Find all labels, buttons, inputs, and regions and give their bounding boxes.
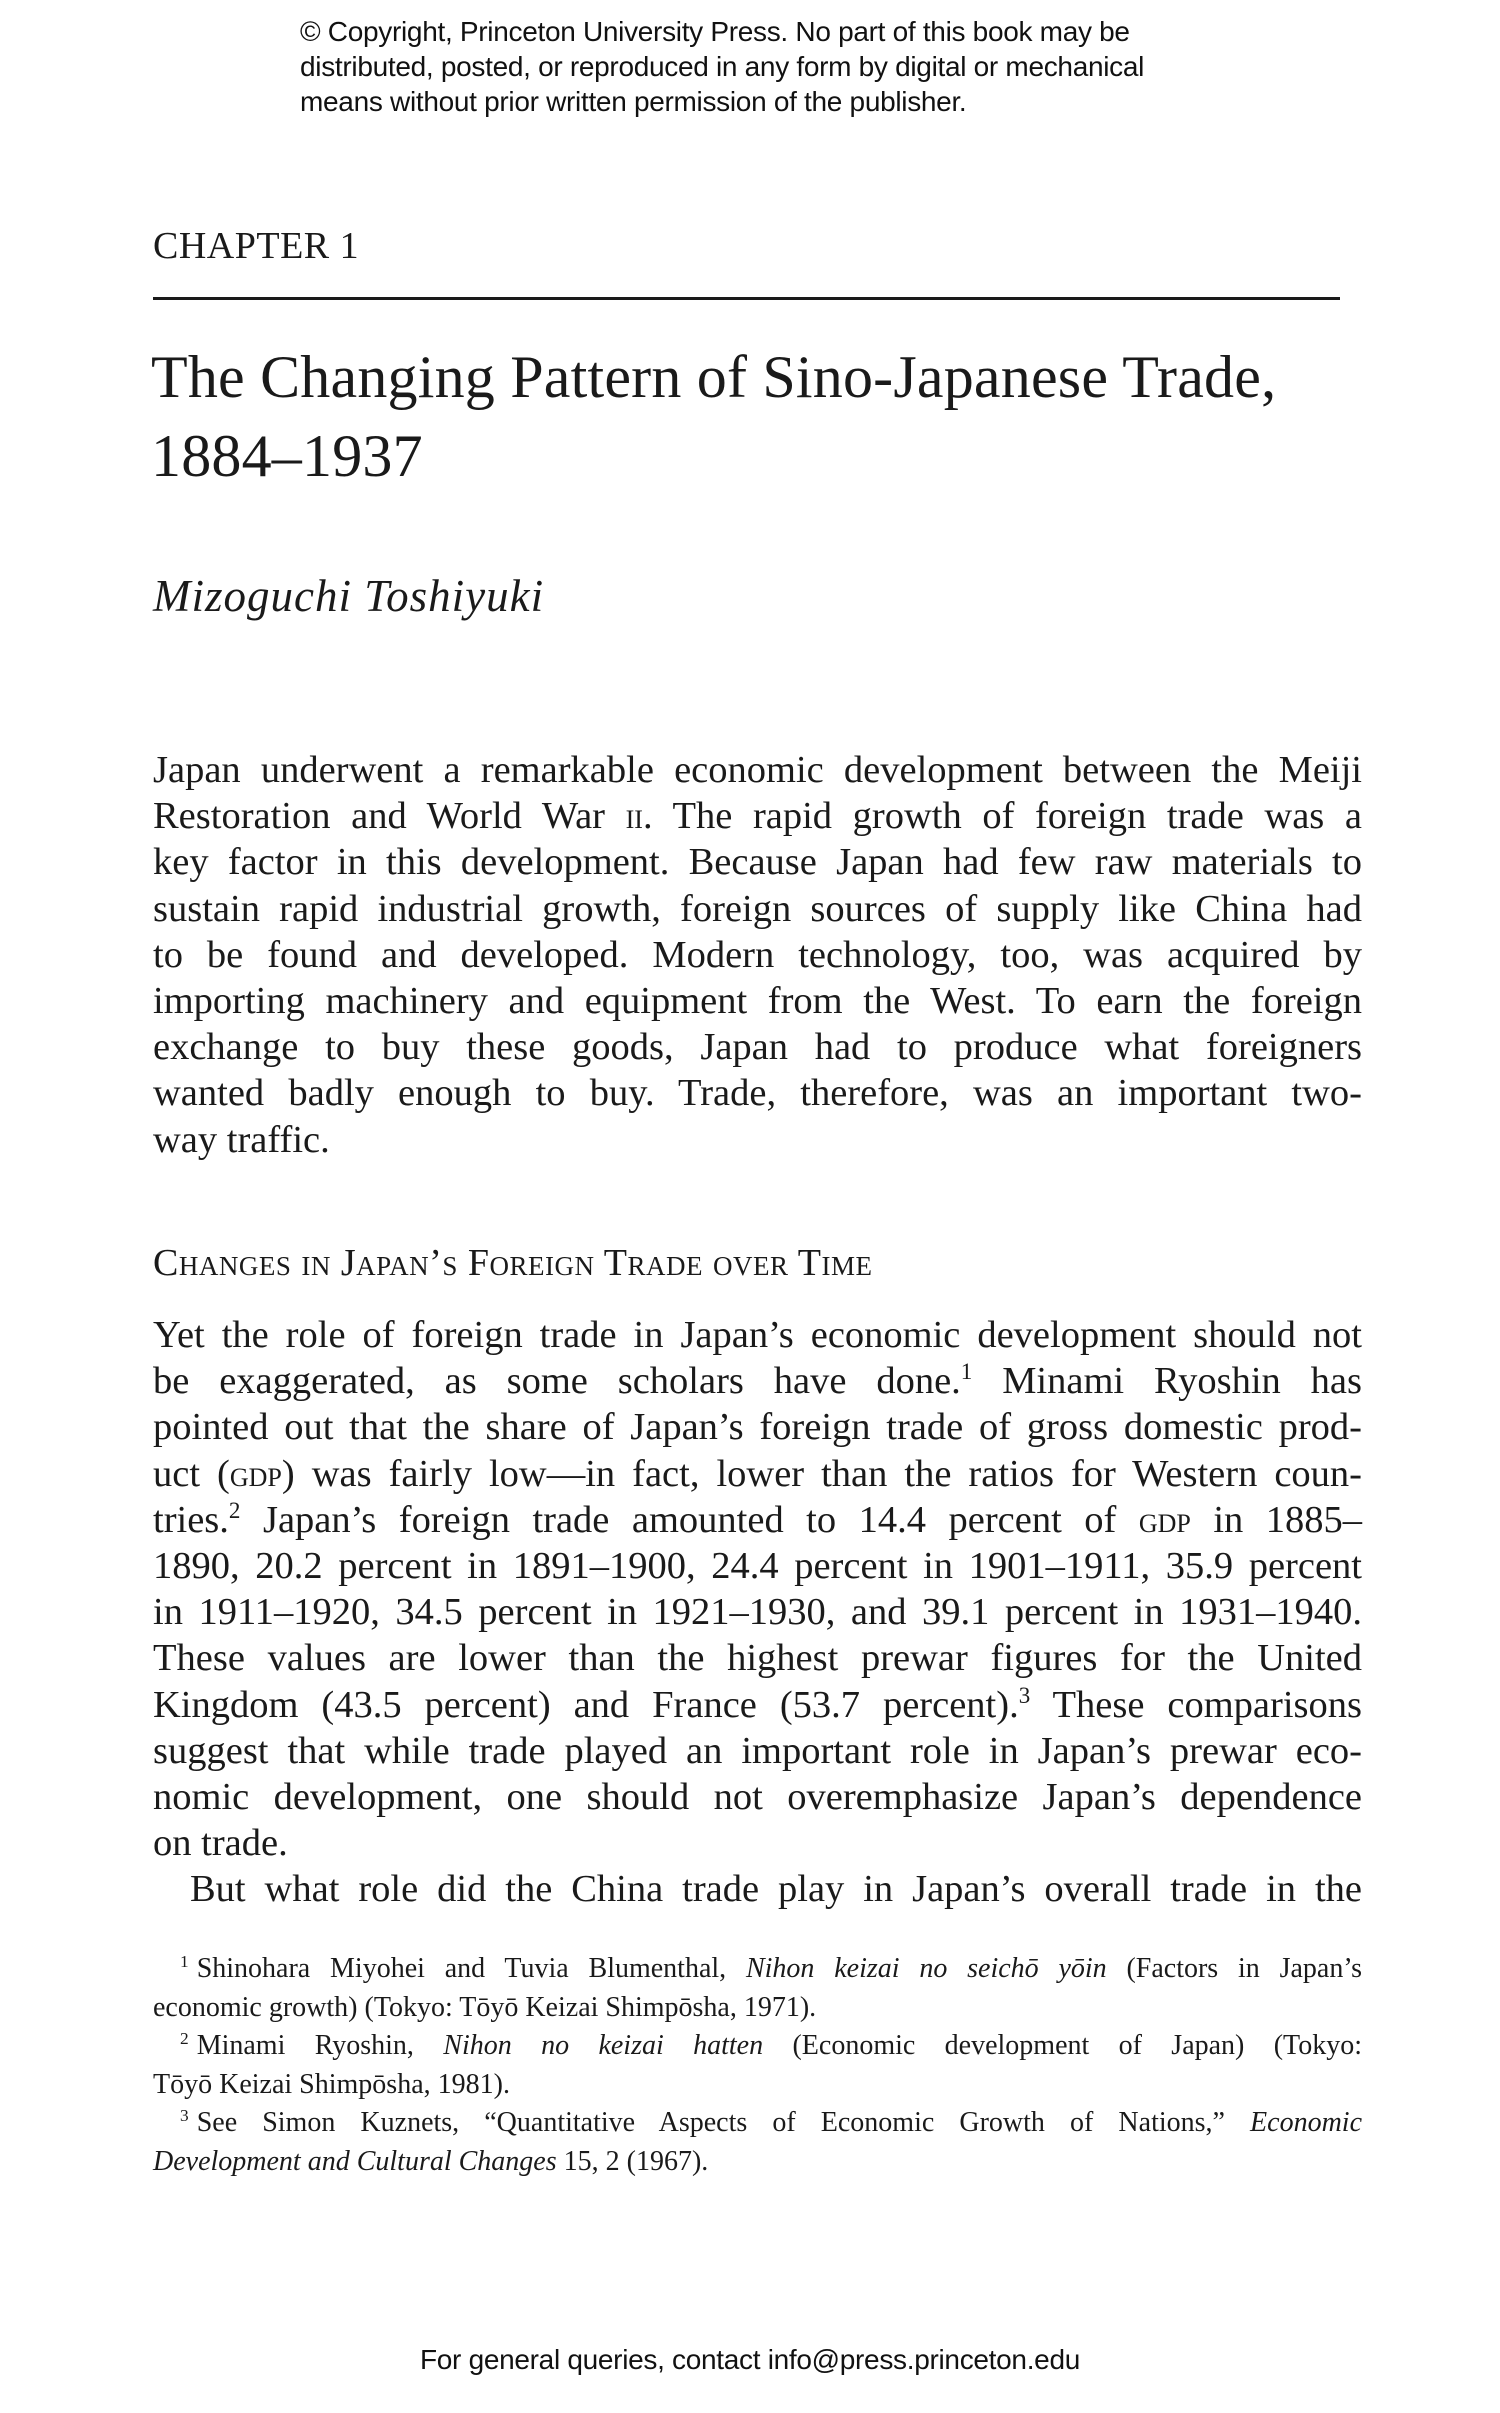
- text-span: (Economic development of Japan) (Tokyo:: [763, 2030, 1362, 2061]
- footnote-number: 1: [180, 1952, 189, 1972]
- journal-title: Economic: [1250, 2107, 1362, 2138]
- footnote-ref-1[interactable]: 1: [960, 1358, 973, 1385]
- copyright-line: distributed, posted, or reproduced in any form by digital or mechanical: [300, 51, 1145, 82]
- text-span: See Simon Kuznets, “Quantitative Aspects of Economic Growth of Nations,”: [196, 2107, 1251, 2138]
- chapter-author: Mizoguchi Toshiyuki: [153, 571, 545, 621]
- text-span: . The rapid growth of foreign trade was a: [642, 795, 1362, 838]
- text-line: sustain rapid industrial growth, foreign sources of supply like China had: [153, 887, 1362, 930]
- text-span: Minami Ryoshin has: [972, 1360, 1362, 1403]
- journal-title: Development and Cultural Changes: [153, 2145, 557, 2177]
- text-span: Minami Ryoshin,: [196, 2030, 444, 2061]
- text-line: importing machinery and equipment from the West. To earn the foreign: [153, 979, 1362, 1022]
- text-span: Restoration and World War: [153, 795, 626, 838]
- text-line: in 1911–1920, 34.5 percent in 1921–1930, and 39.1 percent in 1931–1940.: [153, 1591, 1362, 1634]
- chapter-title: [151, 338, 1391, 496]
- intro-paragraph: [153, 747, 1362, 1163]
- book-title: Nihon keizai no seichō yōin: [745, 1953, 1107, 1984]
- text-line: 1890, 20.2 percent in 1891–1900, 24.4 percent in 1901–1911, 35.9 percent: [153, 1544, 1362, 1587]
- text-line: [153, 1497, 1362, 1543]
- footnotes: [153, 1950, 1362, 2181]
- text-span: uct (: [153, 1452, 230, 1495]
- text-span: Kingdom (43.5 percent) and France (53.7 percent).: [153, 1683, 1019, 1726]
- chapter-label: CHAPTER 1: [153, 225, 360, 267]
- text-line: key factor in this development. Because Japan had few raw materials to: [153, 841, 1362, 884]
- text-line: These values are lower than the highest prewar figures for the United: [153, 1637, 1362, 1680]
- footnote-3-cont: [153, 2143, 1362, 2182]
- footnote-ref-3[interactable]: 3: [1018, 1681, 1031, 1708]
- footnote-2-cont: Tōyō Keizai Shimpōsha, 1981).: [153, 2068, 510, 2100]
- text-span: tries.: [153, 1498, 229, 1541]
- text-span: in 1885–: [1190, 1498, 1362, 1541]
- chapter-title-line: 1884–1937: [151, 423, 423, 489]
- text-span: Japan’s foreign trade amounted to 14.4 percent of: [240, 1498, 1139, 1541]
- text-line: [153, 1682, 1362, 1728]
- text-span: Shinohara Miyohei and Tuvia Blumenthal,: [196, 1953, 746, 1984]
- footnote-2: [153, 2027, 1362, 2066]
- text-span: ) was fairly low—in fact, lower than the ratios for Western coun-: [281, 1452, 1362, 1495]
- footnote-number: 3: [180, 2106, 189, 2126]
- chapter-rule-divider: [153, 297, 1340, 300]
- text-line: exchange to buy these goods, Japan had to produce what foreigners: [153, 1026, 1362, 1069]
- text-line: wanted badly enough to buy. Trade, therefore, was an important two-: [153, 1072, 1362, 1115]
- copyright-notice: [300, 14, 1240, 119]
- text-line: to be found and developed. Modern technology, too, was acquired by: [153, 933, 1362, 976]
- copyright-line: © Copyright, Princeton University Press. No part of this book may be: [300, 16, 1130, 47]
- text-line: But what role did the China trade play in Japan’s overall trade in the: [190, 1868, 1362, 1911]
- section-heading: Changes in Japan’s Foreign Trade over Time: [153, 1242, 873, 1284]
- text-line: suggest that while trade played an important role in Japan’s prewar eco-: [153, 1729, 1362, 1772]
- text-line: [153, 1451, 1362, 1497]
- footnote-1: [153, 1950, 1362, 1989]
- book-title: Nihon no keizai hatten: [443, 2030, 764, 2061]
- gdp-abbrev: gdp: [229, 1452, 282, 1494]
- text-line: nomic development, one should not overemphasize Japan’s dependence: [153, 1775, 1362, 1818]
- footnote-1-cont: economic growth) (Tokyo: Tōyō Keizai Shimpōsha, 1971).: [153, 1991, 817, 2023]
- roman-numeral: ii: [625, 795, 643, 837]
- text-line: pointed out that the share of Japan’s foreign trade of gross domestic prod-: [153, 1406, 1362, 1449]
- footnote-ref-2[interactable]: 2: [228, 1496, 241, 1523]
- copyright-line: means without prior written permission of the publisher.: [300, 86, 967, 117]
- text-span: 15, 2 (1967).: [556, 2145, 709, 2177]
- text-line: on trade.: [153, 1822, 288, 1865]
- text-span: These comparisons: [1030, 1683, 1362, 1726]
- footer-contact: For general queries, contact info@press.princeton.edu: [419, 2344, 1080, 2375]
- chapter-title-line: The Changing Pattern of Sino-Japanese Trade,: [151, 344, 1277, 410]
- text-line: Japan underwent a remarkable economic development between the Meiji: [153, 749, 1362, 791]
- footnote-number: 2: [180, 2029, 189, 2049]
- text-line: Yet the role of foreign trade in Japan’s economic development should not: [153, 1314, 1362, 1356]
- text-span: (Factors in Japan’s: [1106, 1953, 1362, 1984]
- text-line: [153, 1358, 1362, 1404]
- text-line: way traffic.: [153, 1118, 330, 1161]
- footnote-3: [153, 2104, 1362, 2143]
- text-span: be exaggerated, as some scholars have done.: [153, 1360, 961, 1403]
- section-paragraph: [153, 1312, 1362, 1912]
- text-line: [153, 793, 1362, 839]
- gdp-abbrev: gdp: [1138, 1498, 1191, 1540]
